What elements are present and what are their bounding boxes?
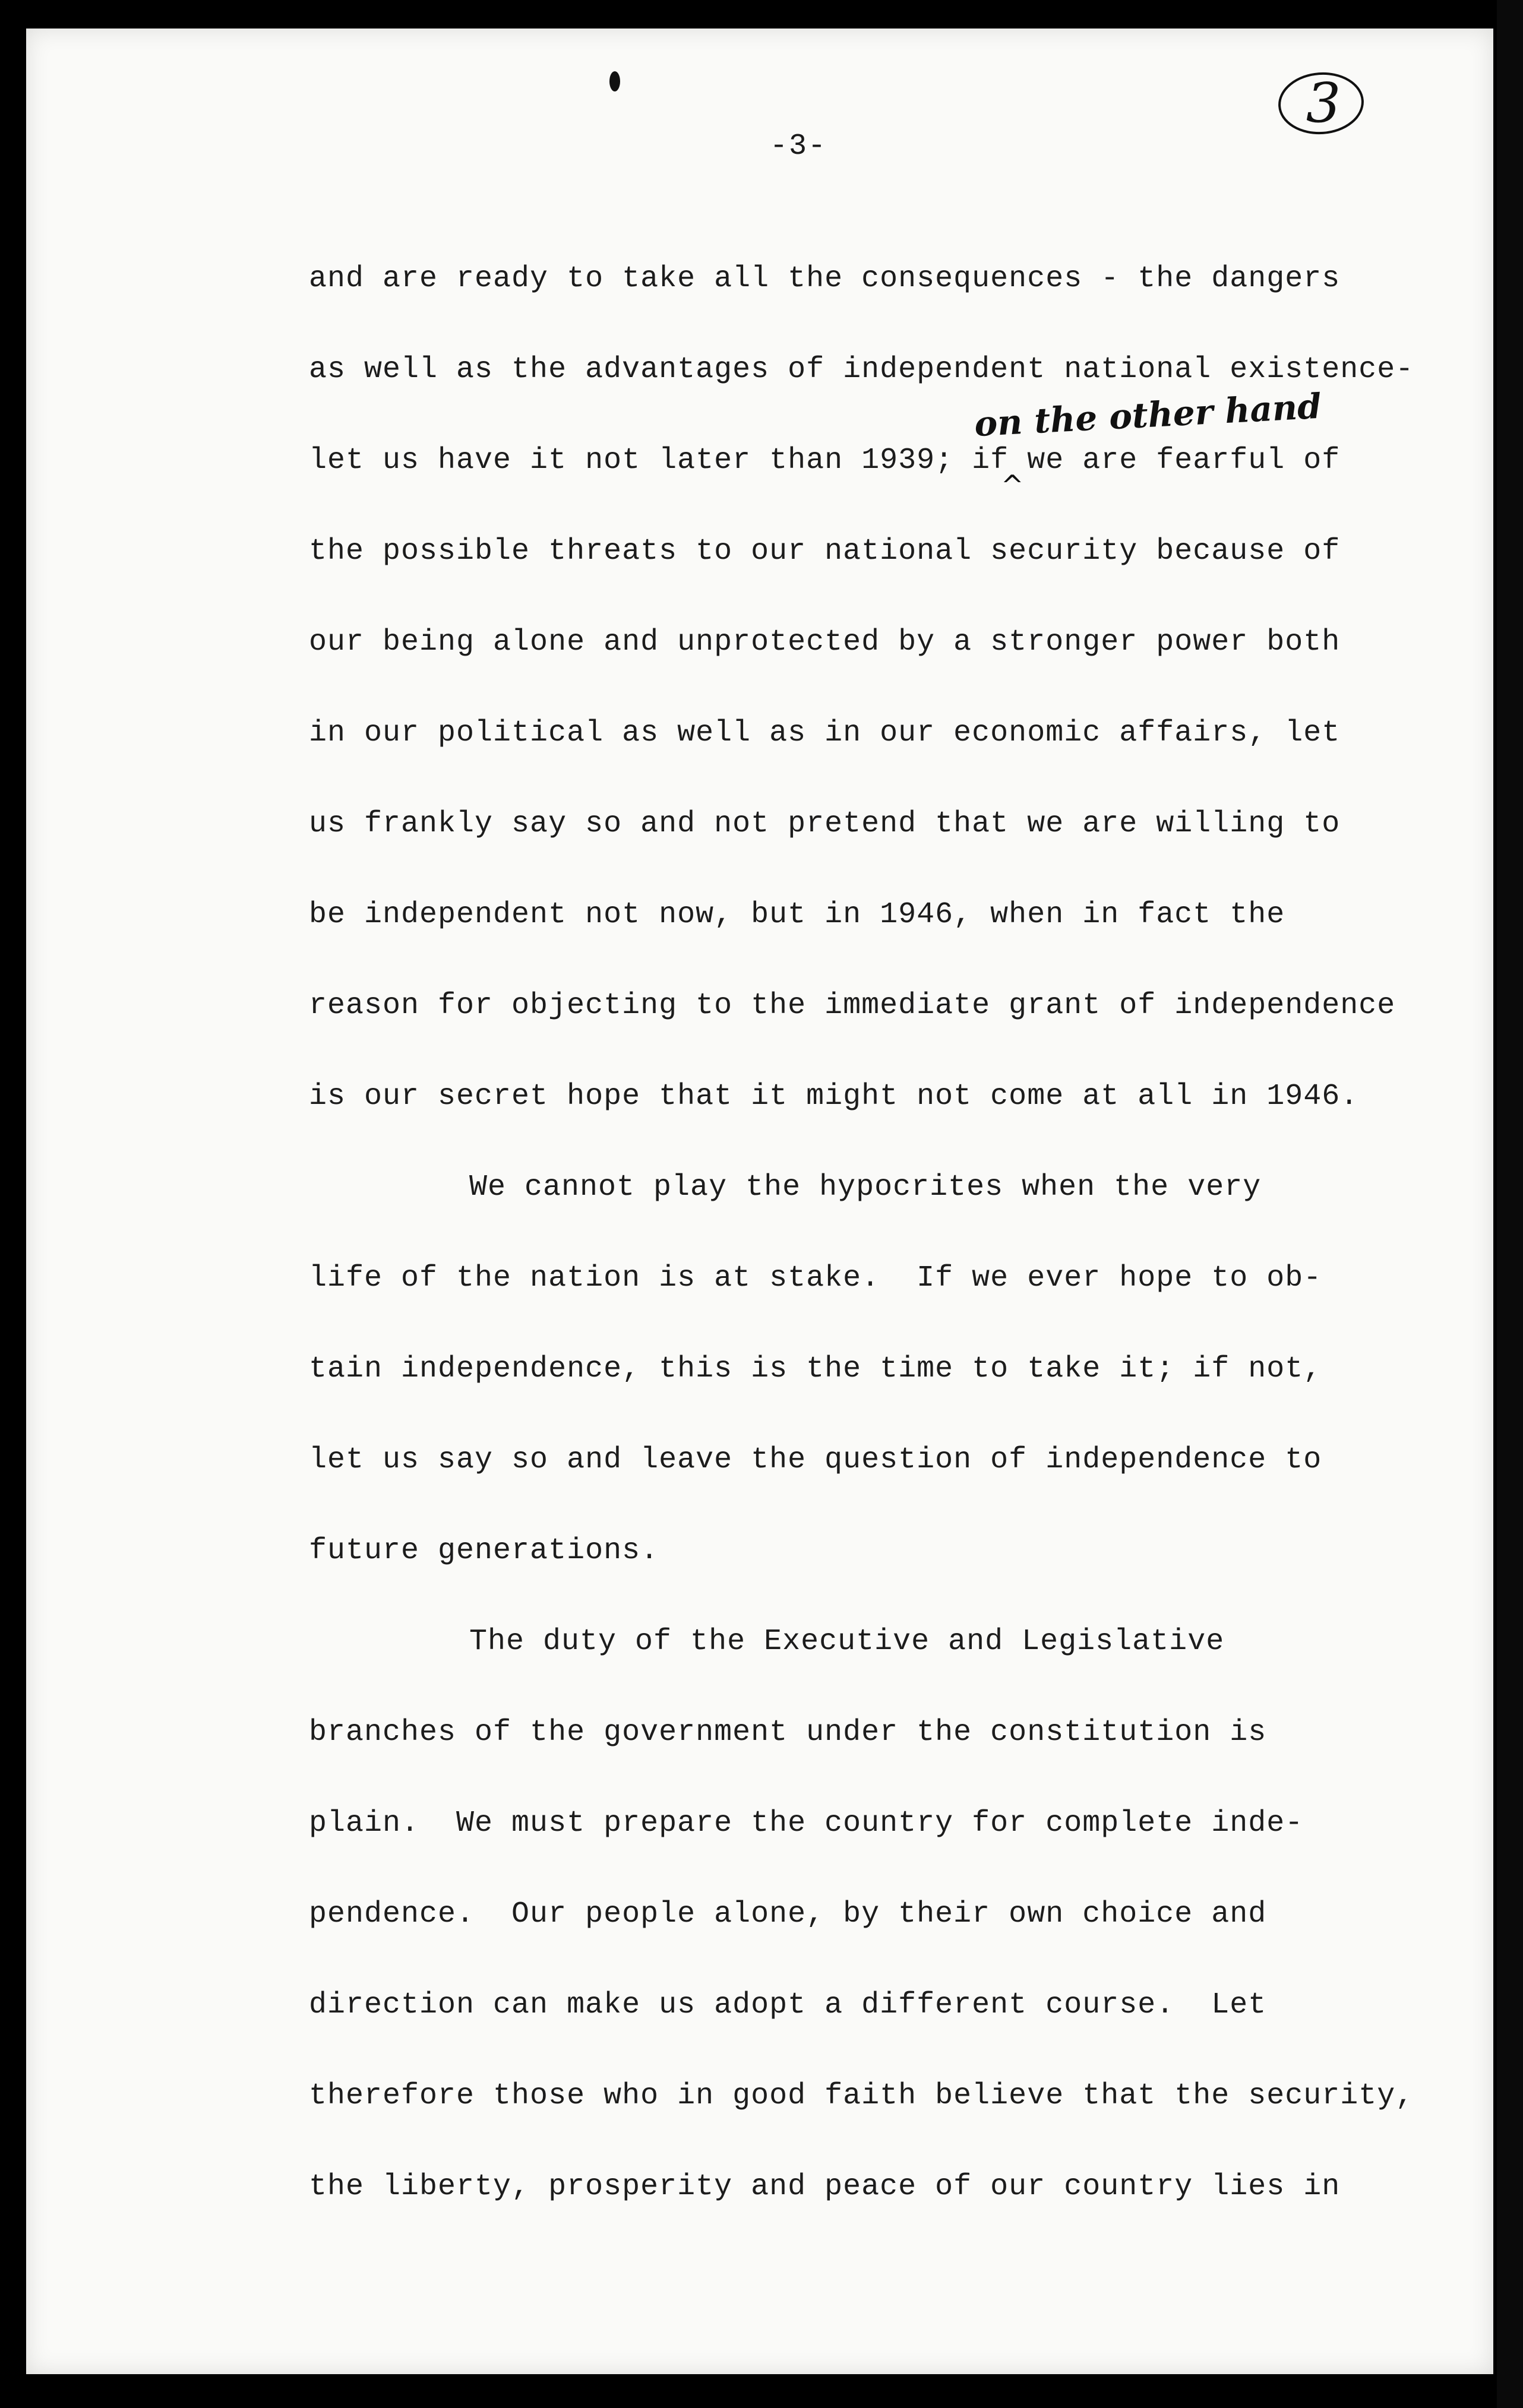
text-line: and are ready to take all the consequences - the dangers	[309, 262, 1341, 296]
page-number: -3-	[770, 129, 827, 163]
text-line: is our secret hope that it might not come at all in 1946.	[309, 1080, 1359, 1113]
paragraph-start-line: We cannot play the hypocrites when the very	[469, 1170, 1262, 1204]
text-line: our being alone and unprotected by a stronger power both	[309, 625, 1341, 659]
text-line: in our political as well as in our economic affairs, let	[309, 716, 1341, 750]
text-line: the possible threats to our national security because of	[309, 534, 1341, 568]
handwritten-insertion: on the other hand	[973, 385, 1323, 445]
text-line: us frankly say so and not pretend that we are willing to	[309, 807, 1341, 841]
text-line: direction can make us adopt a different course. Let	[309, 1988, 1267, 2022]
text-line: tain independence, this is the time to take it; if not,	[309, 1352, 1322, 1386]
paragraph-start-line: The duty of the Executive and Legislative	[469, 1625, 1225, 1659]
page-mark-digit: 3	[1306, 71, 1341, 135]
insertion-caret: ^	[1001, 469, 1024, 501]
text-line: reason for objecting to the immediate grant of independence	[309, 989, 1396, 1023]
text-line: plain. We must prepare the country for complete inde-	[309, 1806, 1304, 1840]
text-line: branches of the government under the constitution is	[309, 1716, 1267, 1749]
text-line: let us have it not later than 1939; if we are fearful of	[309, 444, 1341, 477]
scan-border	[1497, 0, 1523, 2408]
text-line: pendence. Our people alone, by their own choice and	[309, 1897, 1267, 1931]
circled-page-mark	[1277, 70, 1366, 137]
text-line: therefore those who in good faith believe that the security,	[309, 2079, 1414, 2113]
text-line: as well as the advantages of independent national existence-	[309, 353, 1414, 387]
ink-mark	[609, 71, 620, 91]
text-line: let us say so and leave the question of independence to	[309, 1443, 1322, 1477]
text-line: be independent not now, but in 1946, when in fact the	[309, 898, 1285, 932]
text-line: future generations.	[309, 1534, 659, 1568]
text-line: the liberty, prosperity and peace of our country lies in	[309, 2170, 1341, 2204]
text-line: life of the nation is at stake. If we ever hope to ob-	[309, 1261, 1322, 1295]
